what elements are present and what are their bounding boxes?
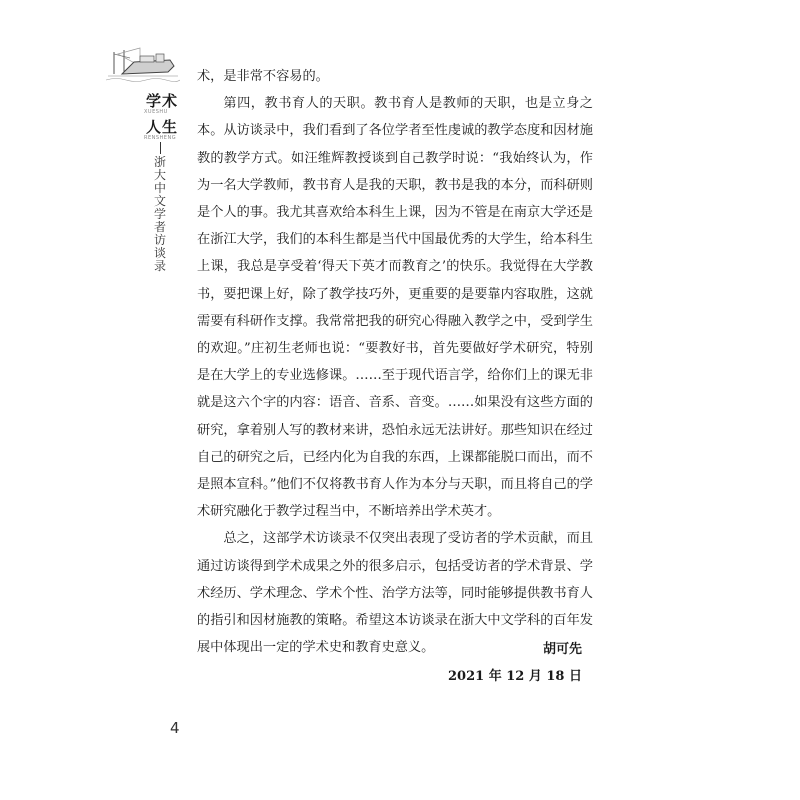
ship-logo-icon <box>104 44 180 84</box>
paragraph: 第四，教书育人的天职。教书育人是教师的天职，也是立身之本。从访谈录中，我们看到了各位学者至性虔诚的教学态度和因材施教的教学方式。如汪维辉教授谈到自己教学时说：“我始终认为，作为一名大学教师，教书育人是我的天职，教书是我的本分，而科研则是个人的事。我尤其喜欢给本科生上课，因为不管是在南京大学还是在浙江大学，我们的本科生都是当代中国最优秀的大学生，给本科生上课，我总是享受着‘得天下英才而教育之’的快乐。我觉得在大学教书，要把课上好，除了教学技巧外，更重要的是要靠内容取胜，这就需要有科研作支撑。我常常把我的研究心得融入教学之中，受到学生的欢迎。”庄初生老师也说：“要教好书，首先要做好学术研究，特别是在大学上的专业选修课。……至于现代语言学，给你们上的课无非就是这六个字的内容：语音、音系、音变。……如果没有这些方面的研究，拿着别人写的教材来讲，恐怕永远无法讲好。那些知识在经过自己的研究之后，已经内化为自我的东西，上课都能脱口而出，而不是照本宣科。”他们不仅将教书育人作为本分与天职，而且将自己的学术研究融化于教学过程当中，不断培养出学术英才。 <box>197 96 593 520</box>
book-title-pinyin-2: RENSHENG <box>144 135 177 141</box>
body-text <box>197 63 593 661</box>
book-title-pinyin-1: XUESHU <box>144 109 168 115</box>
book-title-line-2: 人生 <box>146 118 179 136</box>
signature-date: 2021 年 12 月 18 日 <box>448 669 582 684</box>
series-title: 浙大中文学者访谈录 <box>153 155 166 273</box>
signature-author: 胡可先 <box>542 642 582 657</box>
paragraph: 术，是非常不容易的。 <box>197 69 329 84</box>
title-divider <box>160 142 161 154</box>
signature-block <box>448 636 582 690</box>
book-title-line-1: 学术 <box>146 92 179 110</box>
paragraph: 总之，这部学术访谈录不仅突出表现了受访者的学术贡献，而且通过访谈得到学术成果之外的很多启示，包括受访者的学术背景、学术经历、学术理念、学术个性、治学方法等，同时能够提供教书育人的指引和因材施教的策略。希望这本访谈录在浙大中文学科的百年发展中体现出一定的学术史和教育史意义。 <box>197 531 593 656</box>
page-number: 4 <box>170 719 180 737</box>
